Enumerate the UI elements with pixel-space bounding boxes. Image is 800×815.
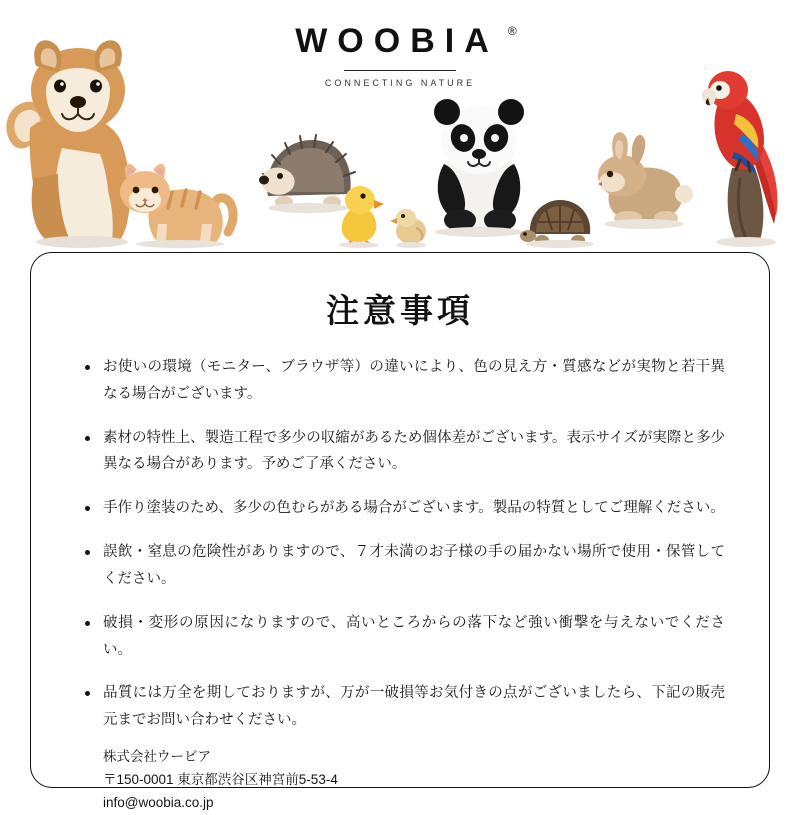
list-item: お使いの環境（モニター、ブラウザ等）の違いにより、色の見え方・質感などが実物と若干異なる場合がございます。 bbox=[83, 354, 725, 408]
ginger-cat-icon bbox=[110, 152, 240, 248]
brand-wordmark bbox=[295, 22, 517, 61]
brand-header bbox=[0, 22, 800, 88]
contact-block bbox=[103, 745, 739, 815]
notice-title: 注意事項 bbox=[326, 292, 474, 329]
contact-email: info@woobia.co.jp bbox=[103, 795, 214, 811]
notice-card bbox=[30, 252, 770, 811]
contact-address: 〒150-0001 東京都渋谷区神宮前5-53-4 bbox=[103, 772, 338, 788]
rabbit-icon bbox=[592, 122, 698, 234]
contact-company: 株式会社ウービア bbox=[103, 748, 211, 764]
brand-divider bbox=[344, 70, 456, 71]
list-item: 品質には万全を期しておりますが、万が一破損等お気付きの点がございましたら、下記の販売元までお問い合わせください。 bbox=[83, 680, 725, 734]
tortoise-icon bbox=[520, 192, 598, 250]
list-item: 素材の特性上、製造工程で多少の収縮があるため個体差がございます。表示サイズが実際と多少異なる場合があります。予めご了承ください。 bbox=[83, 425, 725, 479]
notice-list bbox=[61, 354, 739, 734]
list-item: 手作り塗装のため、多少の色むらがある場合がございます。製品の特質としてご理解ください。 bbox=[83, 495, 725, 522]
list-item: 誤飲・窒息の危険性がありますので、７才未満のお子様の手の届かない場所で使用・保管してください。 bbox=[83, 539, 725, 593]
brand-tagline: CONNECTING NATURE bbox=[324, 78, 476, 88]
list-item: 破損・変形の原因になりますので、高いところからの落下など強い衝撃を与えないでください。 bbox=[83, 610, 725, 664]
brand-wordmark-text: WOOBIA bbox=[295, 22, 499, 60]
registered-trademark-icon: ® bbox=[507, 24, 517, 38]
duckling-icon bbox=[330, 178, 388, 248]
